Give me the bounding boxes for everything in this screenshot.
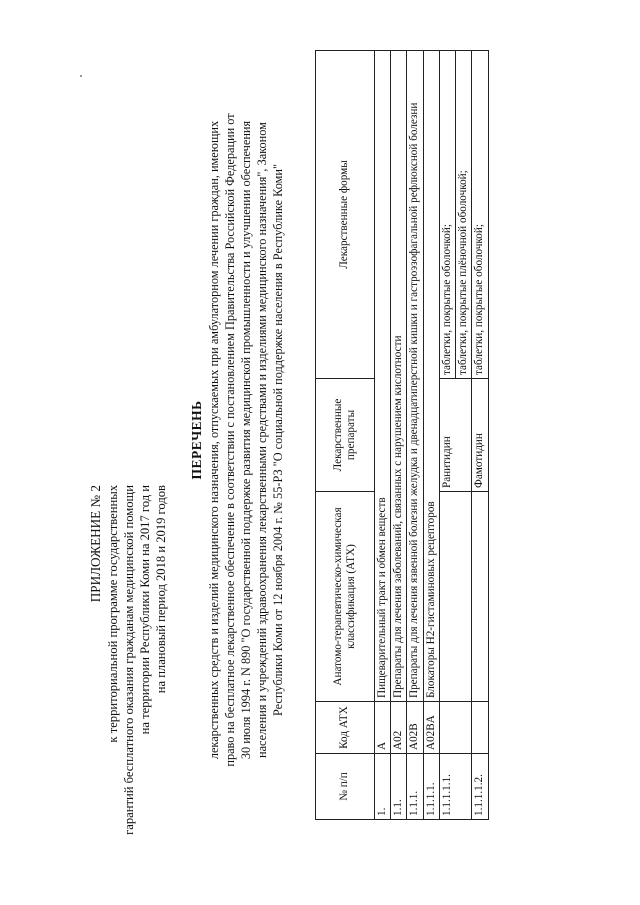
header-drug: Лекарственные препараты	[316, 379, 375, 492]
cell-code: A02BA	[423, 702, 439, 754]
appendix-title: ПРИЛОЖЕНИЕ № 2	[88, 485, 103, 603]
document-title: ПЕРЕЧЕНЬ	[189, 400, 204, 480]
cell-num: 1.1.	[391, 754, 407, 820]
cell-num: 1.	[375, 754, 391, 820]
appendix-line: на территории Республики Коми на 2017 год и	[138, 485, 153, 735]
table-row	[391, 51, 407, 820]
cell-code: A02	[391, 702, 407, 754]
cell-num: 1.1.1.	[407, 754, 423, 820]
cell-category: Пищеварительный тракт и обмен веществ	[375, 51, 391, 702]
table-row	[375, 51, 391, 820]
header-form: Лекарственные формы	[316, 51, 375, 379]
medications-table	[315, 50, 489, 820]
cell-code	[439, 702, 471, 754]
scan-speck	[80, 75, 82, 77]
cell-num: 1.1.1.1.2.	[472, 754, 488, 820]
cell-category: Препараты для лечения язвенной болезни желудка и двенадцатиперстной кишки и гастроэзофагальной рефлюксной болезни	[407, 51, 423, 702]
table-row	[472, 51, 488, 820]
cell-drug: Ранитидин	[439, 379, 471, 492]
cell-atx	[439, 492, 471, 702]
table-row	[439, 51, 455, 820]
table-row	[407, 51, 423, 820]
appendix-line: на плановый период 2018 и 2019 годов	[154, 485, 169, 694]
document-heading	[188, 110, 287, 770]
cell-atx	[472, 492, 488, 702]
header-code: Код АТХ	[316, 702, 375, 754]
cell-form: таблетки, покрытые оболочкой;	[439, 51, 455, 379]
table-header-row	[316, 51, 375, 820]
cell-form: таблетки, покрытые оболочкой;	[472, 51, 488, 379]
header-atx: Анатомо-терапевтическо-химическая классификация (АТХ)	[316, 492, 375, 702]
cell-category: Препараты для лечения заболеваний, связанных с нарушением кислотности	[391, 51, 407, 702]
cell-code: A	[375, 702, 391, 754]
cell-code	[472, 702, 488, 754]
cell-category: Блокаторы Н2-гистаминовых рецепторов	[423, 51, 439, 702]
cell-form: таблетки, покрытые плёночной оболочкой;	[456, 51, 472, 379]
cell-num: 1.1.1.1.1.	[439, 754, 471, 820]
appendix-line: гарантий бесплатного оказания гражданам медицинской помощи	[122, 485, 136, 835]
table-row	[423, 51, 439, 820]
cell-drug: Фамотидин	[472, 379, 488, 492]
header-num: № п/п	[316, 754, 375, 820]
document-description: лекарственных средств и изделий медицинского назначения, отпускаемых при амбулаторном лечении граждан, имеющих право на бесплатное лекарственное обеспечение в соответствии с постановлением Правительства Российской Федерации от 30 июля 1994 г. N 890 "О государственной поддержке развития медицинской промышленности и улучшении обеспечения населения и учреждений здравоохранения лекарственными средствами и изделиями медицинского назначения", Законом Республики Коми от 12 ноября 2004 г. № 55-РЗ "О социальной поддержке населения в Республике Коми"	[207, 113, 286, 767]
appendix-line: к территориальной программе государственных	[105, 485, 120, 743]
cell-code: A02B	[407, 702, 423, 754]
cell-num: 1.1.1.1.	[423, 754, 439, 820]
appendix-block	[88, 485, 169, 855]
